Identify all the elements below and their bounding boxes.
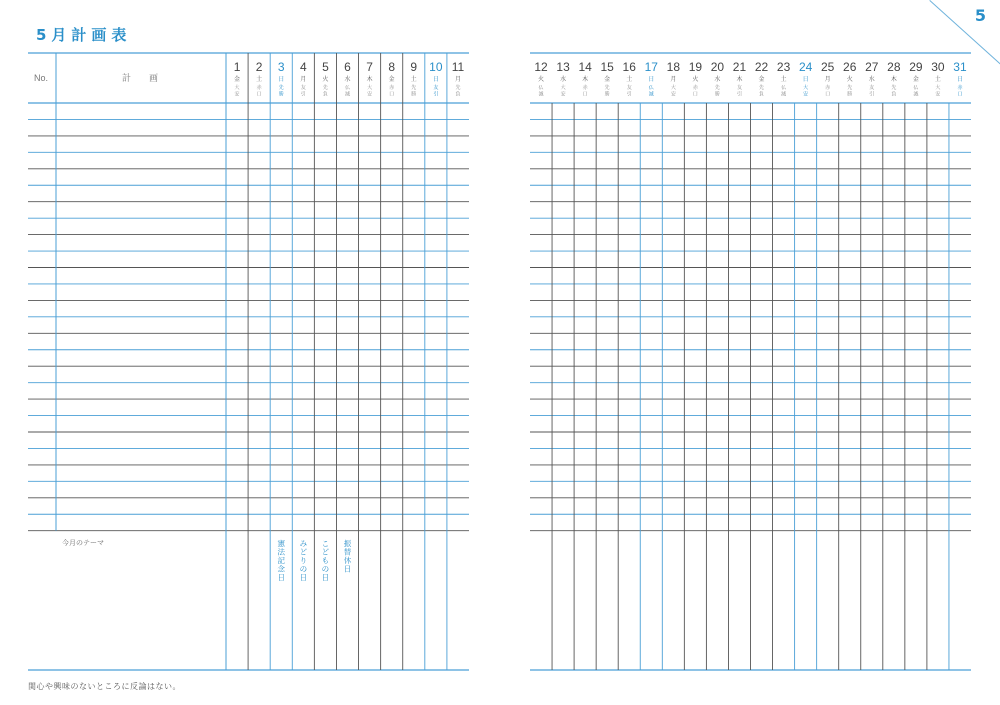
day-number: 14 [578, 60, 592, 74]
rokuyo-label: 勝 [411, 91, 417, 98]
day-number: 25 [820, 60, 835, 74]
rokuyo-label: 大 [367, 85, 373, 91]
rokuyo-label: 先 [278, 85, 284, 91]
weekday-label: 火 [538, 76, 545, 83]
day-number: 1 [233, 60, 241, 74]
rokuyo-label: 先 [604, 85, 610, 91]
footer-quote: 関心や興味のないところに反論はない。 [28, 682, 181, 691]
day-number: 3 [277, 60, 285, 74]
rokuyo-label: 滅 [913, 91, 919, 98]
holiday-label: 日 [321, 573, 330, 582]
page-number: 5 [974, 6, 986, 25]
rokuyo-label: 勝 [278, 91, 284, 98]
day-number: 8 [388, 60, 396, 74]
weekday-label: 土 [256, 76, 263, 83]
holiday-label: 日 [343, 564, 352, 574]
holiday-label: み [299, 539, 308, 548]
holiday-label: こ [321, 539, 330, 548]
holiday-label: 日 [277, 573, 285, 582]
day-number: 20 [710, 60, 725, 74]
holiday-label: 替 [343, 547, 352, 557]
weekday-label: 木 [366, 76, 373, 83]
rokuyo-label: 先 [891, 85, 897, 91]
weekday-label: 土 [934, 76, 941, 83]
weekday-label: 日 [432, 76, 439, 83]
day-number: 19 [688, 60, 703, 74]
day-number: 21 [732, 60, 747, 74]
rokuyo-label: 引 [869, 91, 875, 98]
rokuyo-label: 先 [759, 85, 765, 91]
day-number: 13 [556, 60, 570, 74]
rokuyo-label: 友 [869, 85, 875, 91]
rokuyo-label: 安 [935, 91, 941, 98]
day-number: 18 [666, 60, 681, 74]
rokuyo-label: 先 [322, 85, 328, 91]
day-number: 22 [754, 60, 769, 74]
weekday-label: 木 [890, 76, 897, 83]
weekday-label: 水 [714, 76, 721, 83]
rokuyo-label: 勝 [847, 91, 853, 98]
weekday-label: 水 [868, 76, 875, 83]
weekday-label: 木 [736, 76, 743, 83]
day-number: 16 [622, 60, 636, 74]
day-number: 31 [953, 60, 967, 74]
weekday-label: 月 [670, 76, 677, 83]
rokuyo-label: 引 [433, 91, 439, 98]
weekday-label: 月 [824, 76, 831, 83]
weekday-label: 水 [560, 76, 567, 83]
rokuyo-label: 大 [560, 85, 566, 91]
weekday-label: 火 [846, 76, 853, 83]
rokuyo-label: 滅 [538, 91, 544, 98]
rokuyo-label: 大 [803, 85, 809, 91]
weekday-label: 月 [454, 76, 461, 83]
weekday-label: 土 [780, 76, 787, 83]
holiday-label: も [321, 556, 330, 565]
theme-label: 今月のテーマ [62, 539, 104, 547]
day-number: 11 [451, 60, 465, 74]
rokuyo-label: 口 [692, 91, 698, 98]
holiday-label: の [299, 564, 308, 574]
day-number: 17 [644, 60, 658, 74]
rokuyo-label: 口 [957, 91, 963, 98]
day-number: 24 [798, 60, 813, 74]
weekday-label: 金 [912, 76, 919, 83]
day-number: 7 [366, 60, 373, 74]
rokuyo-label: 安 [560, 91, 566, 98]
rokuyo-label: 大 [670, 85, 676, 91]
page-title: 5月計画表 [36, 26, 132, 44]
weekday-label: 火 [692, 76, 699, 83]
weekday-label: 金 [388, 76, 395, 83]
day-number: 9 [410, 60, 418, 74]
rokuyo-label: 仏 [648, 85, 654, 91]
rokuyo-label: 赤 [389, 85, 395, 91]
rokuyo-label: 先 [847, 85, 853, 91]
rokuyo-label: 口 [582, 91, 588, 98]
day-number: 27 [865, 60, 879, 74]
rokuyo-label: 滅 [344, 91, 351, 98]
rokuyo-label: 口 [389, 91, 395, 98]
day-number: 29 [909, 60, 923, 74]
holiday-label: ど [299, 547, 308, 557]
rokuyo-label: 負 [759, 91, 765, 98]
rokuyo-label: 負 [455, 91, 461, 98]
right-page-grid [530, 53, 971, 670]
rokuyo-label: 安 [670, 91, 676, 98]
day-number: 6 [344, 60, 351, 74]
rokuyo-label: 仏 [913, 85, 919, 91]
weekday-label: 土 [626, 76, 633, 83]
weekday-label: 金 [234, 76, 241, 83]
day-number: 12 [534, 60, 548, 74]
plan-header: 計 画 [121, 74, 159, 84]
rokuyo-label: 先 [455, 85, 461, 91]
rokuyo-label: 大 [234, 85, 240, 91]
rokuyo-label: 安 [367, 91, 373, 98]
day-number: 28 [887, 60, 901, 74]
weekday-label: 金 [758, 76, 765, 83]
day-number: 30 [931, 60, 945, 74]
day-number: 2 [255, 60, 263, 74]
rokuyo-label: 口 [256, 91, 262, 98]
holiday-label: 休 [343, 556, 352, 565]
rokuyo-label: 大 [935, 85, 941, 91]
weekday-label: 日 [956, 76, 963, 83]
weekday-label: 日 [278, 76, 285, 83]
day-number: 4 [299, 60, 307, 74]
rokuyo-label: 安 [234, 91, 240, 98]
holiday-label: 記 [277, 556, 285, 565]
rokuyo-label: 先 [714, 85, 720, 91]
holiday-label: ど [321, 547, 330, 557]
weekday-label: 木 [582, 76, 589, 83]
weekday-label: 水 [344, 76, 351, 83]
weekday-label: 月 [300, 76, 307, 83]
weekday-label: 金 [604, 76, 611, 83]
holiday-label: の [321, 564, 330, 574]
rokuyo-label: 滅 [781, 91, 787, 98]
rokuyo-label: 先 [411, 85, 417, 91]
no-header: No. [33, 73, 49, 83]
day-number: 26 [843, 60, 857, 74]
rokuyo-label: 赤 [957, 85, 963, 91]
day-number: 15 [600, 60, 614, 74]
rokuyo-label: 赤 [256, 85, 262, 91]
rokuyo-label: 友 [736, 85, 742, 91]
holiday-label: 振 [343, 539, 352, 548]
rokuyo-label: 仏 [538, 85, 544, 91]
rokuyo-label: 赤 [692, 85, 698, 91]
rokuyo-label: 勝 [714, 91, 720, 98]
holiday-label: 念 [277, 564, 285, 574]
day-number: 10 [429, 60, 443, 74]
day-number: 5 [322, 60, 329, 74]
rokuyo-label: 仏 [781, 85, 787, 91]
weekday-label: 土 [410, 76, 417, 83]
holiday-label: 法 [277, 547, 285, 557]
holiday-label: 憲 [277, 539, 285, 548]
rokuyo-label: 引 [736, 91, 742, 98]
rokuyo-label: 赤 [582, 85, 588, 91]
left-page-grid [28, 53, 469, 670]
rokuyo-label: 友 [300, 85, 306, 91]
rokuyo-label: 赤 [825, 85, 831, 91]
rokuyo-label: 負 [322, 91, 328, 98]
rokuyo-label: 友 [626, 85, 632, 91]
weekday-label: 火 [322, 76, 329, 83]
rokuyo-label: 滅 [648, 91, 654, 98]
day-number: 23 [776, 60, 791, 74]
weekday-label: 日 [648, 76, 655, 83]
rokuyo-label: 引 [300, 91, 306, 98]
weekday-label: 日 [802, 76, 809, 83]
rokuyo-label: 安 [803, 91, 809, 98]
holiday-label: り [299, 556, 308, 565]
rokuyo-label: 負 [891, 91, 897, 98]
rokuyo-label: 仏 [344, 85, 351, 91]
rokuyo-label: 口 [825, 91, 831, 98]
rokuyo-label: 友 [433, 85, 439, 91]
holiday-label: 日 [299, 573, 308, 582]
rokuyo-label: 勝 [604, 91, 610, 98]
rokuyo-label: 引 [626, 91, 632, 98]
